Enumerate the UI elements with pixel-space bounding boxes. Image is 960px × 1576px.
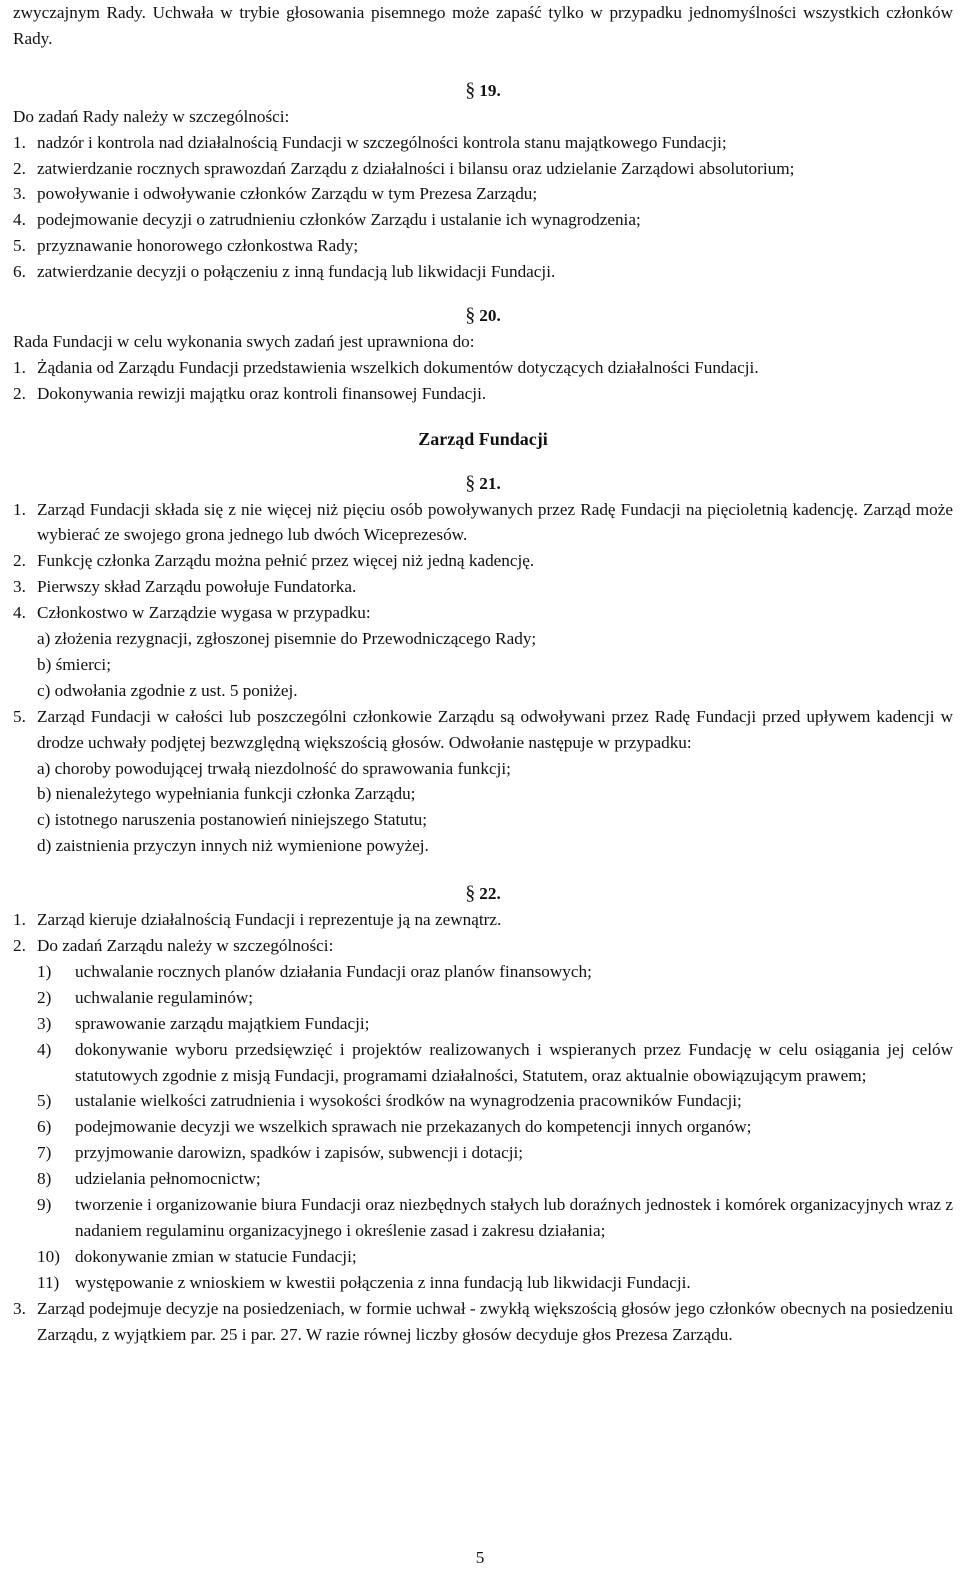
paragraph-heading-22 (13, 881, 953, 907)
item-text: Zarząd Fundacji składa się z nie więcej niż pięciu osób powoływanych przez Radę Fundacji na pięcioletnią kadencję. Zarząd może wybierać ze swojego grona jednego lub dwóch Wiceprezesów. (37, 499, 953, 545)
item-text: przyznawanie honorowego członkostwa Rady; (37, 236, 359, 256)
list-item (13, 181, 953, 207)
paragraph-number: 22. (479, 884, 501, 904)
sub-item-number: 11) (37, 1272, 60, 1292)
sub-item (37, 1192, 953, 1244)
item-text: Zarząd kieruje działalnością Fundacji i reprezentuje ją na zewnątrz. (37, 910, 502, 930)
item-number: 1. (13, 357, 26, 377)
item-number: 1. (13, 910, 26, 930)
sub-item: c) odwołania zgodnie z ust. 5 poniżej. (37, 680, 298, 700)
item-text: Zarząd Fundacji w całości lub poszczególni członkowie Zarządu są odwoływani przez Radę Fundacji przed upływem kadencji w drodze uchwały podjętej bezwzględną większością głosów. Odwołanie następuje w przypadku: (37, 706, 953, 752)
item-text: zatwierdzanie rocznych sprawozdań Zarządu z działalności i bilansu oraz udzielanie Zarządowi absolutorium; (37, 158, 795, 178)
sub-item (37, 1088, 953, 1114)
item-number: 2. (13, 383, 26, 403)
item-number: 5. (13, 706, 26, 726)
sub-item-text: sprawowanie zarządu majątkiem Fundacji; (75, 1013, 370, 1033)
sub-item-number: 7) (37, 1143, 52, 1163)
paragraph-heading-20 (13, 303, 953, 329)
list-item (13, 381, 953, 407)
sub-item (37, 1114, 953, 1140)
list-item (13, 156, 953, 182)
paragraph-number: 21. (479, 473, 501, 493)
sub-item-text: dokonywanie wyboru przedsięwzięć i projektów realizowanych i wspieranych przez Fundację w celu osiągania jej celów statutowych zgodnie z misją Fundacji, programami działalności, Statutem, oraz aktualnie obowiązującym prawem; (75, 1039, 953, 1085)
sub-item: b) nienależytego wypełniania funkcji członka Zarządu; (37, 784, 416, 804)
item-text: Do zadań Zarządu należy w szczególności: (37, 936, 334, 955)
paragraph-heading-21 (13, 471, 953, 497)
list-item (13, 355, 953, 381)
sub-item-number: 9) (37, 1195, 52, 1215)
sub-item-text: przyjmowanie darowizn, spadków i zapisów, subwencji i dotacji; (75, 1143, 524, 1163)
paragraph-number: 20. (479, 306, 501, 326)
item-text: Dokonywania rewizji majątku oraz kontroli finansowej Fundacji. (37, 383, 487, 403)
sub-item-number: 5) (37, 1091, 52, 1111)
item-text: nadzór i kontrola nad działalnością Fundacji w szczególności kontrola stanu majątkowego Fundacji; (37, 132, 727, 152)
item-number: 6. (13, 262, 26, 282)
item-number: 1. (13, 499, 26, 519)
sub-item (37, 985, 953, 1011)
sub-item-number: 3) (37, 1013, 52, 1033)
list-item (13, 233, 953, 259)
sub-item (37, 1140, 953, 1166)
document-page (13, 0, 953, 1348)
sub-item-number: 6) (37, 1117, 52, 1137)
sub-item-text: występowanie z wnioskiem w kwestii połączenia z inna fundacją lub likwidacji Fundacji. (75, 1272, 691, 1292)
sub-item-text: dokonywanie zmian w statucie Fundacji; (75, 1246, 357, 1266)
sub-item-number: 10) (37, 1246, 60, 1266)
section-symbol: § (465, 882, 476, 905)
list-item (13, 907, 953, 933)
item-number: 4. (13, 210, 26, 230)
section-symbol: § (465, 78, 476, 101)
item-number: 2. (13, 936, 26, 955)
sub-item (37, 1166, 953, 1192)
sub-item (37, 1037, 953, 1089)
item-text: powoływanie i odwoływanie członków Zarządu w tym Prezesa Zarządu; (37, 184, 538, 204)
item-number: 3. (13, 1298, 26, 1318)
sub-item (37, 1270, 953, 1296)
sub-item-number: 2) (37, 987, 52, 1007)
list-item (13, 1296, 953, 1348)
paragraph-heading-19 (13, 78, 953, 104)
sub-item: d) zaistnienia przyczyn innych niż wymienione powyżej. (37, 836, 429, 856)
paragraph-lead: Rada Fundacji w celu wykonania swych zadań jest uprawniona do: (13, 331, 475, 351)
list-item (13, 574, 953, 600)
list-item (13, 497, 953, 549)
section-symbol: § (465, 304, 476, 327)
sub-item: a) złożenia rezygnacji, zgłoszonej pisemnie do Przewodniczącego Rady; (37, 629, 537, 649)
sub-item-number: 8) (37, 1169, 52, 1189)
list-item (13, 207, 953, 233)
item-text: zatwierdzanie decyzji o połączeniu z inną fundacją lub likwidacji Fundacji. (37, 262, 556, 282)
sub-item: a) choroby powodującej trwałą niezdolność do sprawowania funkcji; (37, 758, 511, 778)
page-number: 5 (475, 1548, 485, 1567)
item-text: podejmowanie decyzji o zatrudnieniu członków Zarządu i ustalanie ich wynagrodzenia; (37, 210, 641, 230)
list-item (13, 259, 953, 285)
item-number: 1. (13, 132, 26, 152)
item-number: 2. (13, 158, 26, 178)
sub-item-number: 4) (37, 1039, 52, 1059)
sub-item: b) śmierci; (37, 654, 111, 674)
item-text: Członkostwo w Zarządzie wygasa w przypadku: (37, 603, 371, 623)
sub-item-text: ustalanie wielkości zatrudnienia i wysokości środków na wynagrodzenia pracowników Fundacji; (75, 1091, 742, 1111)
list-item (13, 548, 953, 574)
sub-item (37, 959, 953, 985)
paragraph-number: 19. (479, 80, 501, 100)
item-text: Pierwszy skład Zarządu powołuje Fundatorka. (37, 577, 357, 597)
intro-paragraph: zwyczajnym Rady. Uchwała w trybie głosowania pisemnego może zapaść tylko w przypadku jednomyślności wszystkich członków Rady. (13, 3, 953, 48)
section-symbol: § (465, 471, 476, 494)
item-number: 2. (13, 551, 26, 571)
list-item (13, 704, 953, 756)
item-text: Funkcję członka Zarządu można pełnić przez więcej niż jedną kadencję. (37, 551, 535, 571)
sub-item: c) istotnego naruszenia postanowień niniejszego Statutu; (37, 810, 427, 830)
sub-item-text: udzielania pełnomocnictw; (75, 1169, 261, 1189)
sub-item-number: 1) (37, 961, 52, 981)
item-text: Zarząd podejmuje decyzje na posiedzeniach, w formie uchwał - zwykłą większością głosów jego członków obecnych na posiedzeniu Zarządu, z wyjątkiem par. 25 i par. 27. W razie równej liczby głosów decyduje głos Prezesa Zarządu. (37, 1298, 953, 1344)
item-number: 5. (13, 236, 26, 256)
item-number: 4. (13, 603, 26, 623)
list-item (13, 600, 953, 626)
list-item (13, 130, 953, 156)
sub-item-text: uchwalanie regulaminów; (75, 987, 254, 1007)
sub-item (37, 1011, 953, 1037)
item-number: 3. (13, 577, 26, 597)
sub-item-text: podejmowanie decyzji we wszelkich sprawach nie przekazanych do kompetencji innych organów; (75, 1117, 752, 1137)
item-text: Żądania od Zarządu Fundacji przedstawienia wszelkich dokumentów dotyczących działalności Fundacji. (37, 357, 759, 377)
list-item (13, 933, 953, 959)
sub-item-text: uchwalanie rocznych planów działania Fundacji oraz planów finansowych; (75, 961, 592, 981)
paragraph-lead: Do zadań Rady należy w szczególności: (13, 106, 290, 126)
section-title: Zarząd Fundacji (418, 428, 548, 449)
sub-item-text: tworzenie i organizowanie biura Fundacji oraz niezbędnych stałych lub doraźnych jednostek i komórek organizacyjnych wraz z nadaniem regulaminu organizacyjnego i określenie zasad i zakresu działania; (75, 1195, 953, 1240)
item-number: 3. (13, 184, 26, 204)
sub-item (37, 1244, 953, 1270)
